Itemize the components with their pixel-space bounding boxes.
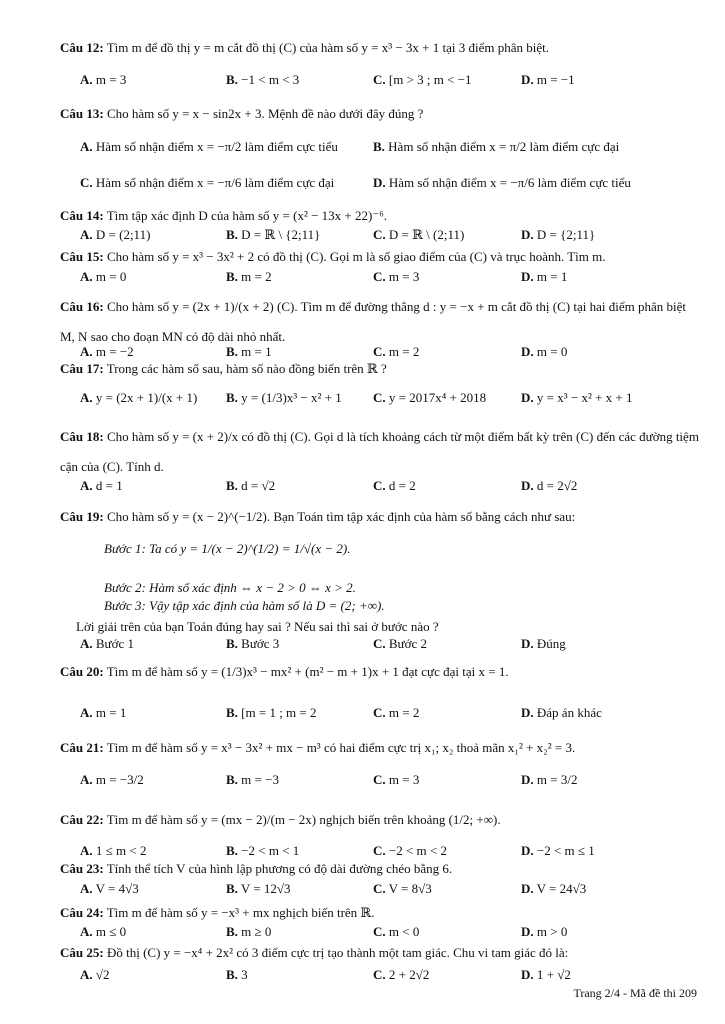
option-letter: D.	[521, 478, 534, 493]
option-a: A. m ≤ 0	[80, 924, 127, 939]
option-d: D. m = −1	[521, 72, 575, 87]
option-letter: C.	[373, 924, 386, 939]
option-d: D. Đúng	[521, 636, 566, 651]
option-a: A. m = 0	[80, 269, 127, 284]
option-letter: C.	[373, 390, 386, 405]
option-letter: C.	[373, 881, 386, 896]
option-letter: A.	[80, 344, 93, 359]
option-a: A. V = 4√3	[80, 881, 139, 896]
option-letter: C.	[373, 72, 386, 87]
question-label: Câu 21:	[60, 740, 104, 755]
option-letter: D.	[521, 705, 534, 720]
option-letter: D.	[521, 636, 534, 651]
option-b: B. d = √2	[226, 478, 276, 493]
option-d: D. D = {2;11}	[521, 227, 596, 242]
option-letter: B.	[226, 772, 238, 787]
option-letter: B.	[226, 636, 238, 651]
question-text: Cho hàm số y = (2x + 1)/(x + 2) (C). Tìm m để đường thẳng d : y = −x + m cắt đồ thị (C) tại hai điểm phân biệt M, N sao cho đoạn MN có độ dài nhỏ nhất.	[60, 299, 686, 344]
option-letter: D.	[521, 72, 534, 87]
option-b: B. Hàm số nhận điểm x = π/2 làm điểm cực đại	[373, 139, 620, 154]
question-label: Câu 23:	[60, 861, 104, 876]
option-c: C. V = 8√3	[373, 881, 432, 896]
option-letter: B.	[226, 881, 238, 896]
question-23	[60, 861, 700, 877]
question-label: Câu 19:	[60, 509, 104, 524]
option-letter: B.	[226, 924, 238, 939]
question-text: Cho hàm số y = (x − 2)^(−1/2). Bạn Toán tìm tập xác định của hàm số bằng cách như sau:	[103, 509, 576, 524]
page-footer: Trang 2/4 - Mã đề thi 209	[573, 986, 697, 1000]
option-d: D. m > 0	[521, 924, 568, 939]
option-letter: D.	[521, 924, 534, 939]
option-a: A. D = (2;11)	[80, 227, 151, 242]
option-a: A. Bước 1	[80, 636, 135, 651]
option-b: B. V = 12√3	[226, 881, 291, 896]
option-d: D. 1 + √2	[521, 967, 571, 982]
option-letter: C.	[373, 636, 386, 651]
question-18	[60, 422, 700, 482]
question-22	[60, 812, 700, 828]
option-letter: D.	[521, 344, 534, 359]
question-24	[60, 905, 700, 921]
option-letter: B.	[226, 843, 238, 858]
question-15	[60, 249, 700, 265]
option-a: A. 1 ≤ m < 2	[80, 843, 147, 858]
option-b: B. m = 2	[226, 269, 272, 284]
question-label: Câu 16:	[60, 299, 104, 314]
option-letter: A.	[80, 636, 93, 651]
option-letter: B.	[226, 269, 238, 284]
option-letter: C.	[373, 478, 386, 493]
option-letter: C.	[373, 344, 386, 359]
option-letter: D.	[521, 843, 534, 858]
option-d: D. m = 0	[521, 344, 568, 359]
option-c: C. m = 3	[373, 269, 420, 284]
question-12	[60, 40, 700, 56]
option-letter: C.	[373, 772, 386, 787]
question-text: Cho hàm số y = x³ − 3x² + 2 có đồ thị (C). Gọi m là số giao điểm của (C) và trục hoành. Tìm m.	[103, 249, 606, 264]
question-label: Câu 24:	[60, 905, 104, 920]
question-label: Câu 12:	[60, 40, 104, 55]
option-letter: B.	[226, 390, 238, 405]
question-label: Câu 17:	[60, 361, 104, 376]
option-letter: C.	[373, 227, 386, 242]
option-letter: B.	[226, 967, 238, 982]
question-label: Câu 18:	[60, 429, 104, 444]
option-letter: A.	[80, 843, 93, 858]
option-letter: C.	[373, 269, 386, 284]
question-label: Câu 25:	[60, 945, 104, 960]
option-letter: C.	[80, 175, 93, 190]
option-b: B. y = (1/3)x³ − x² + 1	[226, 390, 342, 405]
option-letter: B.	[226, 705, 238, 720]
option-letter: A.	[80, 478, 93, 493]
option-d: D. m = 1	[521, 269, 568, 284]
option-c: C. m < 0	[373, 924, 420, 939]
question-text: Tìm m để hàm số y = (mx − 2)/(m − 2x) nghịch biến trên khoảng (1/2; +∞).	[103, 812, 501, 827]
question-label: Câu 13:	[60, 106, 104, 121]
option-letter: D.	[521, 881, 534, 896]
question-text: Tìm m để hàm số y = −x³ + mx nghịch biến trên ℝ.	[103, 905, 375, 920]
option-a: A. y = (2x + 1)/(x + 1)	[80, 390, 198, 405]
option-b: B. −2 < m < 1	[226, 843, 300, 858]
solution-step-1: Bước 1: Ta có y = 1/(x − 2)^(1/2) = 1/√(x − 2).	[104, 541, 351, 556]
question-text: Tính thể tích V của hình lập phương có độ dài đường chéo bằng 6.	[103, 861, 453, 876]
option-letter: D.	[521, 967, 534, 982]
option-letter: D.	[521, 390, 534, 405]
option-b: B. Bước 3	[226, 636, 280, 651]
solution-step-2: Bước 2: Hàm số xác định ⇔ x − 2 > 0 ⇔ x > 2.	[104, 580, 356, 595]
question-text: Đồ thị (C) y = −x⁴ + 2x² có 3 điểm cực trị tạo thành một tam giác. Chu vi tam giác đó là:	[103, 945, 569, 960]
option-b: B. −1 < m < 3	[226, 72, 300, 87]
question-16	[60, 292, 700, 352]
option-c: C. Hàm số nhận điểm x = −π/6 làm điểm cực đại	[80, 175, 335, 190]
question-text: Tìm m để đồ thị y = m cắt đồ thị (C) của hàm số y = x³ − 3x + 1 tại 3 điểm phân biệt.	[103, 40, 550, 55]
solution-step-3: Bước 3: Vậy tập xác định của hàm số là D = (2; +∞).	[104, 598, 385, 613]
question-text: Tìm m để hàm số y = x³ − 3x² + mx − m³ có hai điểm cực trị x₁; x₂ thoả mãn x₁² + x₂² = 3.	[103, 740, 576, 755]
option-b: B. m = 1	[226, 344, 272, 359]
option-d: D. −2 < m ≤ 1	[521, 843, 595, 858]
option-b: B. m ≥ 0	[226, 924, 272, 939]
option-letter: D.	[521, 269, 534, 284]
question-14	[60, 208, 700, 224]
question-text: Trong các hàm số sau, hàm số nào đồng biến trên ℝ ?	[103, 361, 387, 376]
question-label: Câu 15:	[60, 249, 104, 264]
option-letter: C.	[373, 843, 386, 858]
option-d: D. y = x³ − x² + x + 1	[521, 390, 633, 405]
question-text: Tìm tập xác định D của hàm số y = (x² − 13x + 22)⁻⁶.	[103, 208, 387, 223]
question-13	[60, 106, 700, 122]
option-a: A. m = −2	[80, 344, 134, 359]
option-b: B. [m = 1 ; m = 2	[226, 705, 317, 720]
option-d: D. Đáp án khác	[521, 705, 602, 720]
option-a: A. Hàm số nhận điểm x = −π/2 làm điểm cực tiểu	[80, 139, 338, 154]
option-letter: A.	[80, 881, 93, 896]
option-c: C. 2 + 2√2	[373, 967, 430, 982]
option-letter: B.	[226, 344, 238, 359]
option-letter: A.	[80, 924, 93, 939]
option-letter: D.	[521, 772, 534, 787]
option-d: D. Hàm số nhận điểm x = −π/6 làm điểm cực tiểu	[373, 175, 631, 190]
option-letter: B.	[226, 72, 238, 87]
option-letter: A.	[80, 227, 93, 242]
option-c: C. y = 2017x⁴ + 2018	[373, 390, 487, 405]
option-letter: B.	[373, 139, 385, 154]
question-note: Lời giải trên của bạn Toán đúng hay sai ? Nếu sai thì sai ở bước nào ?	[76, 619, 439, 634]
question-17	[60, 361, 700, 377]
question-text: Cho hàm số y = x − sin2x + 3. Mệnh đề nào dưới đây đúng ?	[103, 106, 424, 121]
option-letter: B.	[226, 478, 238, 493]
option-a: A. √2	[80, 967, 110, 982]
option-c: C. Bước 2	[373, 636, 428, 651]
option-b: B. 3	[226, 967, 248, 982]
option-letter: A.	[80, 269, 93, 284]
option-letter: D.	[373, 175, 386, 190]
option-d: D. d = 2√2	[521, 478, 578, 493]
option-b: B. m = −3	[226, 772, 279, 787]
option-letter: A.	[80, 772, 93, 787]
option-c: C. −2 < m < 2	[373, 843, 447, 858]
option-letter: D.	[521, 227, 534, 242]
option-a: A. m = 1	[80, 705, 127, 720]
option-a: A. m = −3/2	[80, 772, 144, 787]
option-d: D. m = 3/2	[521, 772, 578, 787]
question-label: Câu 20:	[60, 664, 104, 679]
option-letter: C.	[373, 705, 386, 720]
option-d: D. V = 24√3	[521, 881, 587, 896]
question-text: Cho hàm số y = (x + 2)/x có đồ thị (C). Gọi d là tích khoảng cách từ một điểm bất kỳ trên (C) đến các đường tiệm cận của (C). Tính d.	[60, 429, 699, 474]
option-a: A. d = 1	[80, 478, 123, 493]
option-c: C. D = ℝ \ (2;11)	[373, 227, 465, 242]
option-letter: A.	[80, 967, 93, 982]
option-a: A. m = 3	[80, 72, 127, 87]
option-letter: A.	[80, 390, 93, 405]
option-letter: C.	[373, 967, 386, 982]
option-c: C. m = 3	[373, 772, 420, 787]
option-c: C. d = 2	[373, 478, 416, 493]
question-label: Câu 14:	[60, 208, 104, 223]
question-25	[60, 945, 700, 961]
question-text: Tìm m để hàm số y = (1/3)x³ − mx² + (m² − m + 1)x + 1 đạt cực đại tại x = 1.	[103, 664, 509, 679]
question-19	[60, 509, 700, 525]
option-c: C. [m > 3 ; m < −1	[373, 72, 472, 87]
option-b: B. D = ℝ \ {2;11}	[226, 227, 321, 242]
option-letter: A.	[80, 705, 93, 720]
option-c: C. m = 2	[373, 705, 420, 720]
question-label: Câu 22:	[60, 812, 104, 827]
option-letter: A.	[80, 139, 93, 154]
option-letter: B.	[226, 227, 238, 242]
option-letter: A.	[80, 72, 93, 87]
question-20	[60, 664, 700, 680]
question-21	[60, 740, 700, 756]
option-c: C. m = 2	[373, 344, 420, 359]
